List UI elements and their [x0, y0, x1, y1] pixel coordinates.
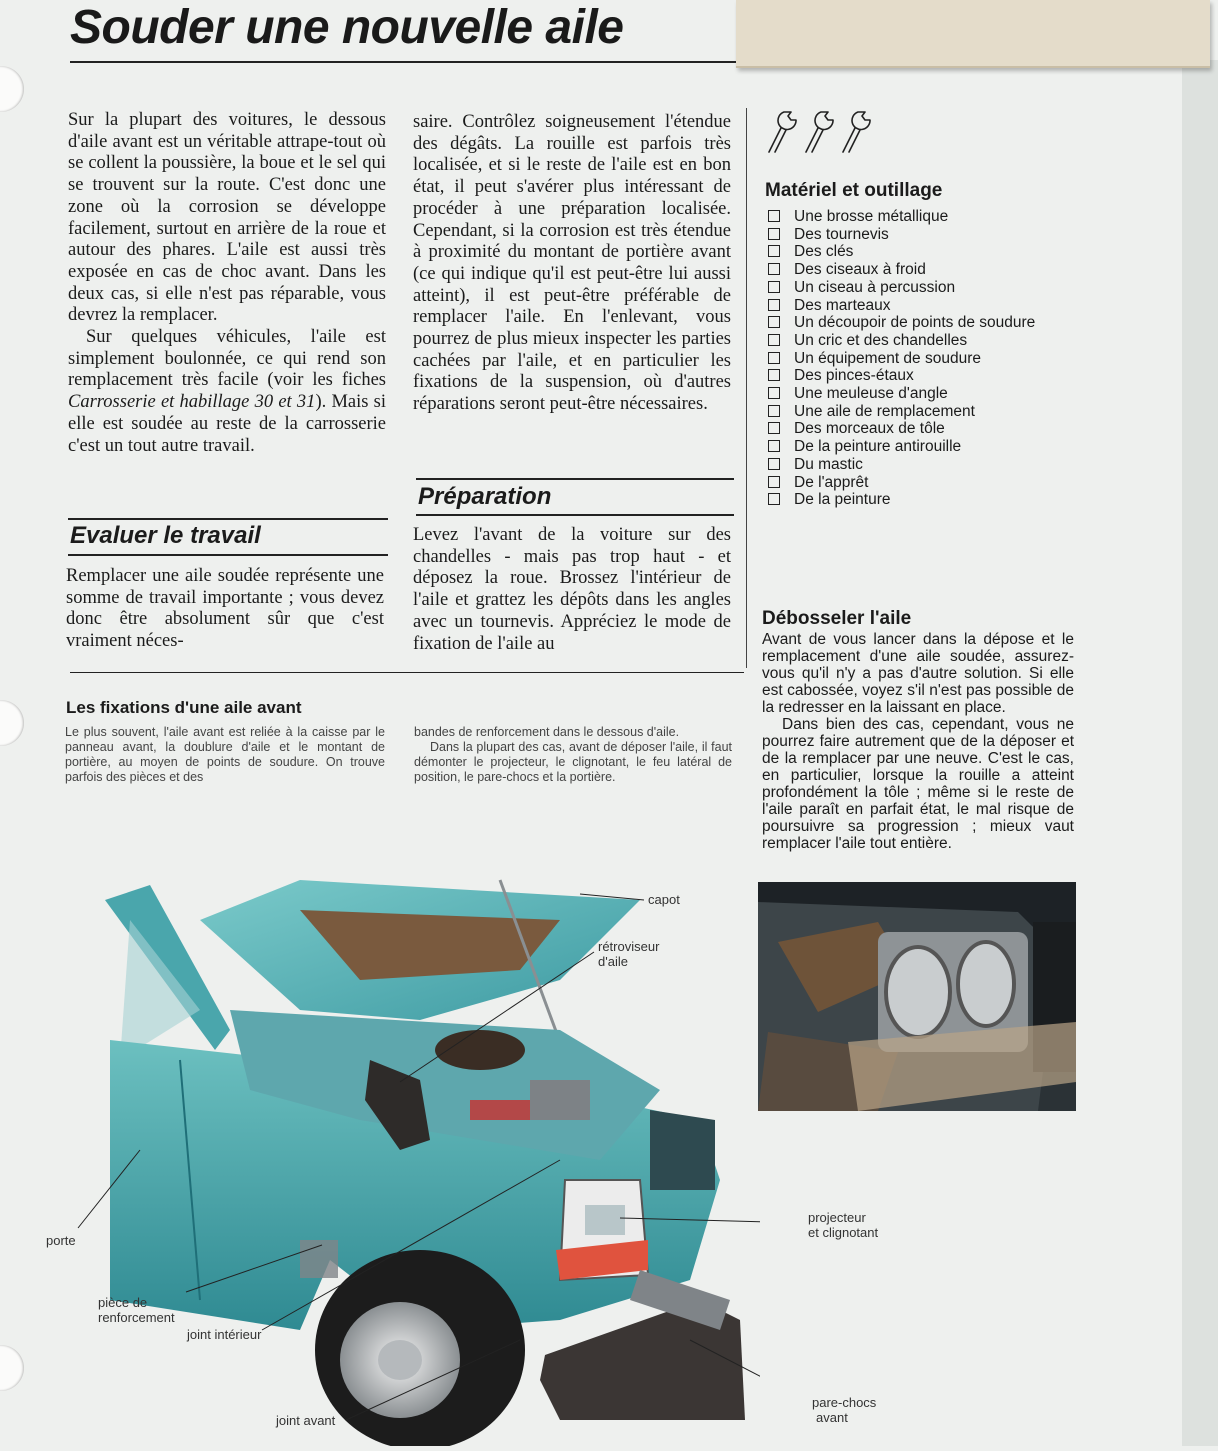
checkbox-icon: [768, 422, 780, 434]
section-rule: [68, 554, 388, 556]
section-rule: [416, 478, 734, 480]
label-pare-chocs-2: avant: [816, 1410, 848, 1425]
title-rule: [70, 61, 736, 63]
checkbox-icon: [768, 334, 780, 346]
section-rule: [68, 518, 388, 520]
tools-heading: Matériel et outillage: [765, 180, 943, 201]
label-projecteur-2: et clignotant: [808, 1225, 879, 1240]
tools-item-label: Une brosse métallique: [794, 208, 949, 225]
tools-item-label: Des clés: [794, 243, 854, 261]
tools-item-label: Des ciseaux à froid: [794, 261, 926, 279]
tools-item-label: Des tournevis: [794, 225, 889, 243]
tools-item-label: Une aile de remplacement: [794, 402, 975, 420]
tools-list-item: [765, 438, 1035, 456]
fixations-text-2: bandes de renforcement dans le dessous d'aile. Dans la plupart des cas, avant de déposer l'aile, il faut démonter le projecteur, le clignotant, le feu latéral de position, le pare-chocs et la portière.: [414, 725, 732, 784]
tools-list-item: [765, 350, 1035, 368]
caption-rule: [70, 672, 744, 673]
evaluate-text: Remplacer une aile soudée représente une somme de travail importante ; vous devez donc être absolument sûr que c'est vraiment néces-: [66, 566, 384, 652]
tools-item-label: Du mastic: [794, 455, 863, 473]
tools-item-label: Des morceaux de tôle: [794, 420, 945, 438]
tools-item-label: Un cric et des chandelles: [794, 331, 968, 349]
page-title: Souder une nouvelle aile: [70, 1, 624, 54]
label-joint-avant: joint avant: [276, 1413, 336, 1428]
debosseler-paragraph-2: Dans bien des cas, cependant, vous ne pourrez faire autrement que de la déposer et de la remplacer par une neuve. C'est le cas, en particulier, lorsque la rouille a atteint profondément la tôle ; même si le reste de l'aile paraît en parfait état, le mal risque de poursuivre sa progression ; mieux vaut remplacer l'aile tout entière.: [762, 716, 1074, 852]
checkbox-icon: [768, 369, 780, 381]
fiche-reference: Carrosserie et habillage 30 et 31: [68, 392, 316, 413]
checkbox-icon: [768, 387, 780, 399]
intro-paragraph-2: Sur quelques véhicules, l'aile est simplement boulonnée, ce qui rend son remplacement très facile (voir les fiches Carrosserie et habillage 30 et 31). Mais si elle est soudée au reste de la carrosserie c'est un tout autre travail.: [68, 327, 387, 456]
checkbox-icon: [768, 352, 780, 364]
tools-item-label: Un équipement de soudure: [794, 349, 981, 367]
tools-list-item: [765, 297, 1035, 315]
tools-list-item: [765, 279, 1035, 297]
tools-list-item: [765, 420, 1035, 438]
checkbox-icon: [768, 228, 780, 240]
tools-list-item: [765, 385, 1035, 403]
tools-list-item: [765, 456, 1035, 474]
fixations-text-1: Le plus souvent, l'aile avant est reliée à la caisse par le panneau avant, la doublure d'aile et le montant de portière, au moyen de points de soudure. On trouve parfois des pièces et des: [65, 725, 385, 784]
tools-list-item: [765, 314, 1035, 332]
tools-list-item: [765, 491, 1035, 509]
label-pare-chocs-1: pare-chocs: [812, 1395, 877, 1410]
tools-list-item: [765, 261, 1035, 279]
rusty-fender-photo: [758, 882, 1076, 1111]
wrench-icon: [764, 106, 884, 159]
column-divider: [746, 108, 747, 668]
corner-tab: [736, 0, 1210, 68]
checkbox-icon: [768, 316, 780, 328]
preparation-heading: Préparation: [418, 483, 552, 510]
checkbox-icon: [768, 299, 780, 311]
tools-item-label: De la peinture: [794, 491, 891, 509]
binder-hole: [0, 700, 24, 746]
page-edge: [1182, 60, 1218, 1446]
tools-list: [765, 208, 1035, 509]
label-piece-1: pièce de: [98, 1295, 148, 1310]
tools-list-item: [765, 208, 1035, 226]
checkbox-icon: [768, 263, 780, 275]
debosseler-text: [762, 631, 1074, 852]
column-2-text: saire. Contrôlez soigneusement l'étendue des dégâts. La rouille est parfois très localisée, et si le reste de l'aile est en bon état, il peut s'avérer plus intéressant de procéder à une préparation localisée. Cependant, si la corrosion est très étendue à proximité du montant de portière avant (ce qui indique qu'il est peut-être lui aussi atteint), il est peut-être préférable de remplacer l'aile. En l'enlevant, vous pourrez de plus mieux inspecter les parties cachées par l'aile, et en particulier les fixations de la suspension, où d'autres réparations seront peut-être nécessaires.: [413, 112, 731, 415]
tools-item-label: Une meuleuse d'angle: [794, 385, 948, 403]
checkbox-icon: [768, 476, 780, 488]
tools-item-label: Des pinces-étaux: [794, 367, 914, 385]
checkbox-icon: [768, 245, 780, 257]
checkbox-icon: [768, 210, 780, 222]
label-projecteur-1: projecteur: [808, 1210, 866, 1225]
section-rule: [416, 514, 734, 516]
tools-item-label: Un ciseau à percussion: [794, 278, 956, 296]
tools-item-label: De l'apprêt: [794, 473, 869, 491]
label-retroviseur-2: d'aile: [598, 954, 628, 969]
tools-list-item: [765, 403, 1035, 421]
tools-item-label: Un découpoir de points de soudure: [794, 314, 1036, 332]
preparation-text: Levez l'avant de la voiture sur des chandelles - mais pas trop haut - et déposez la roue. Brossez l'intérieur de l'aile et grattez les dépôts dans les angles avec un tournevis. Appréciez le mode de fixation de l'aile au: [413, 525, 731, 654]
debosseler-heading: Débosseler l'aile: [762, 608, 912, 629]
intro-text: [68, 110, 386, 457]
label-retroviseur-1: rétroviseur: [598, 939, 660, 954]
checkbox-icon: [768, 405, 780, 417]
evaluate-heading: Evaluer le travail: [70, 522, 261, 549]
tools-item-label: Des marteaux: [794, 296, 891, 314]
label-piece-2: renforcement: [98, 1310, 175, 1325]
intro-paragraph-1: Sur la plupart des voitures, le dessous d'aile avant est un véritable attrape-tout où se collent la poussière, la boue et le sel qui se trouvent sur la route. C'est donc une zone où la corrosion se développe facilement, surtout en arrière de la roue et autour des phares. L'aile est aussi très exposée en cas de choc avant. Dans les deux cas, si elle n'est pas réparable, vous devrez la remplacer.: [68, 110, 386, 326]
checkbox-icon: [768, 493, 780, 505]
tools-item-label: De la peinture antirouille: [794, 438, 962, 456]
checkbox-icon: [768, 281, 780, 293]
label-porte: porte: [46, 1233, 76, 1248]
tools-list-item: [765, 367, 1035, 385]
tools-list-item: [765, 226, 1035, 244]
debosseler-paragraph-1: Avant de vous lancer dans la dépose et le remplacement d'une aile soudée, assurez-vous qu'il n'y a pas d'autre solution. Si elle est cabossée, voyez s'il n'est pas possible de la redresser en la laissant en place.: [762, 631, 1074, 716]
binder-hole: [0, 66, 24, 112]
tools-list-item: [765, 243, 1035, 261]
tools-list-item: [765, 332, 1035, 350]
fixations-heading: Les fixations d'une aile avant: [66, 698, 302, 717]
label-joint-interieur: joint intérieur: [187, 1327, 262, 1342]
label-capot: capot: [648, 892, 680, 907]
tools-list-item: [765, 474, 1035, 492]
checkbox-icon: [768, 458, 780, 470]
checkbox-icon: [768, 440, 780, 452]
